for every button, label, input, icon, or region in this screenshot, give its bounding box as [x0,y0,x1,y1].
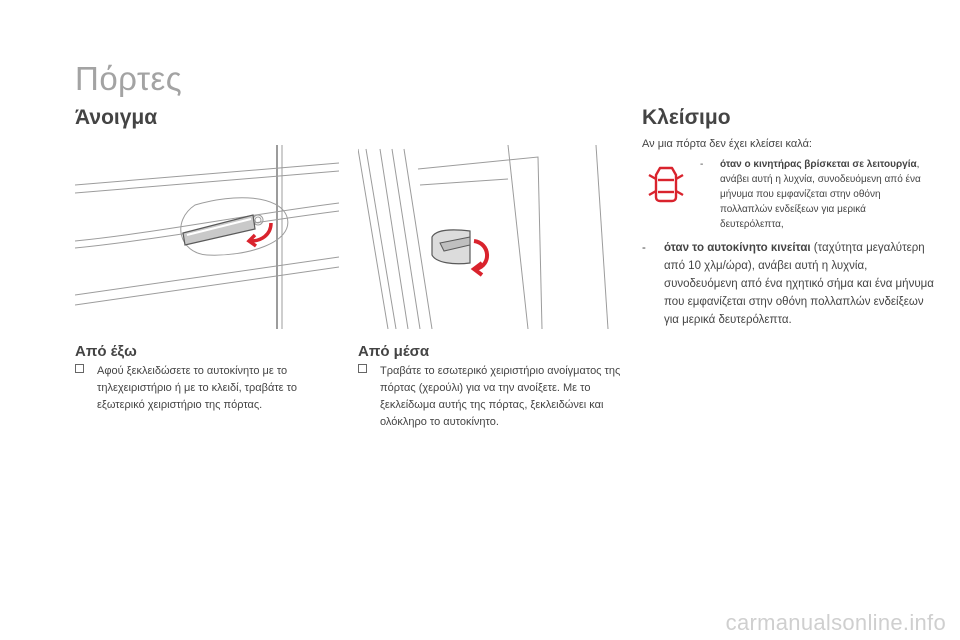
door-open-warning-icon [642,159,690,207]
door-handle-graphic [183,215,255,245]
item2-bold: όταν το αυτοκίνητο κινείται [664,242,811,254]
dash-bullet: - [642,242,646,254]
inside-text: Τραβάτε το εσωτερικό χειριστήριο ανοίγματος της πόρτας (χερούλι) για να την ανοίξετε. Με το ξεκλείδωμα αυτής της πόρτας, ξεκλειδώνει και ολόκληρο το αυτοκίνητο. [380,365,621,428]
outside-instruction [75,363,347,414]
page-title: Πόρτες [75,60,183,97]
inside-title: Από μέσα [358,343,430,360]
closing-item-engine-running [700,157,930,232]
opening-heading: Άνοιγμα [75,106,158,129]
interior-handle-illustration [358,145,620,329]
pull-arrow [474,241,487,275]
outside-text: Αφού ξεκλειδώσετε το αυτοκίνητο με το τηλεχειριστήριο ή με το κλειδί, τραβάτε το εξωτερικό χειριστήριο της πόρτας. [97,365,297,411]
outside-title: Από έξω [75,343,137,360]
item1-text: , ανάβει αυτή η λυχνία, συνοδευόμενη από ένα μήνυμα που εμφανίζεται στην οθόνη πολλαπλών ενδείξεων για μερικά δευτερόλεπτα, [720,159,921,230]
checkbox-bullet-icon [75,364,84,373]
item1-bold: όταν ο κινητήρας βρίσκεται σε λειτουργία [720,159,917,170]
closing-heading: Κλείσιμο [642,106,731,129]
inside-instruction [358,363,630,431]
watermark: carmanualsonline.info [725,610,946,635]
closing-item-vehicle-moving [642,239,934,329]
closing-intro: Αν μια πόρτα δεν έχει κλείσει καλά: [642,138,812,150]
checkbox-bullet-icon [358,364,367,373]
inner-handle-graphic [432,230,470,264]
dash-bullet: - [700,159,704,170]
item2-text: (ταχύτητα μεγαλύτερη από 10 χλμ/ώρα), ανάβει αυτή η λυχνία, συνοδευόμενη από ένα ηχητικό σήμα και ένα μήνυμα που εμφανίζεται στην οθόνη πολλαπλών ενδείξεων για μερικά δευτερόλεπτα. [664,242,934,326]
exterior-handle-illustration [75,145,339,329]
